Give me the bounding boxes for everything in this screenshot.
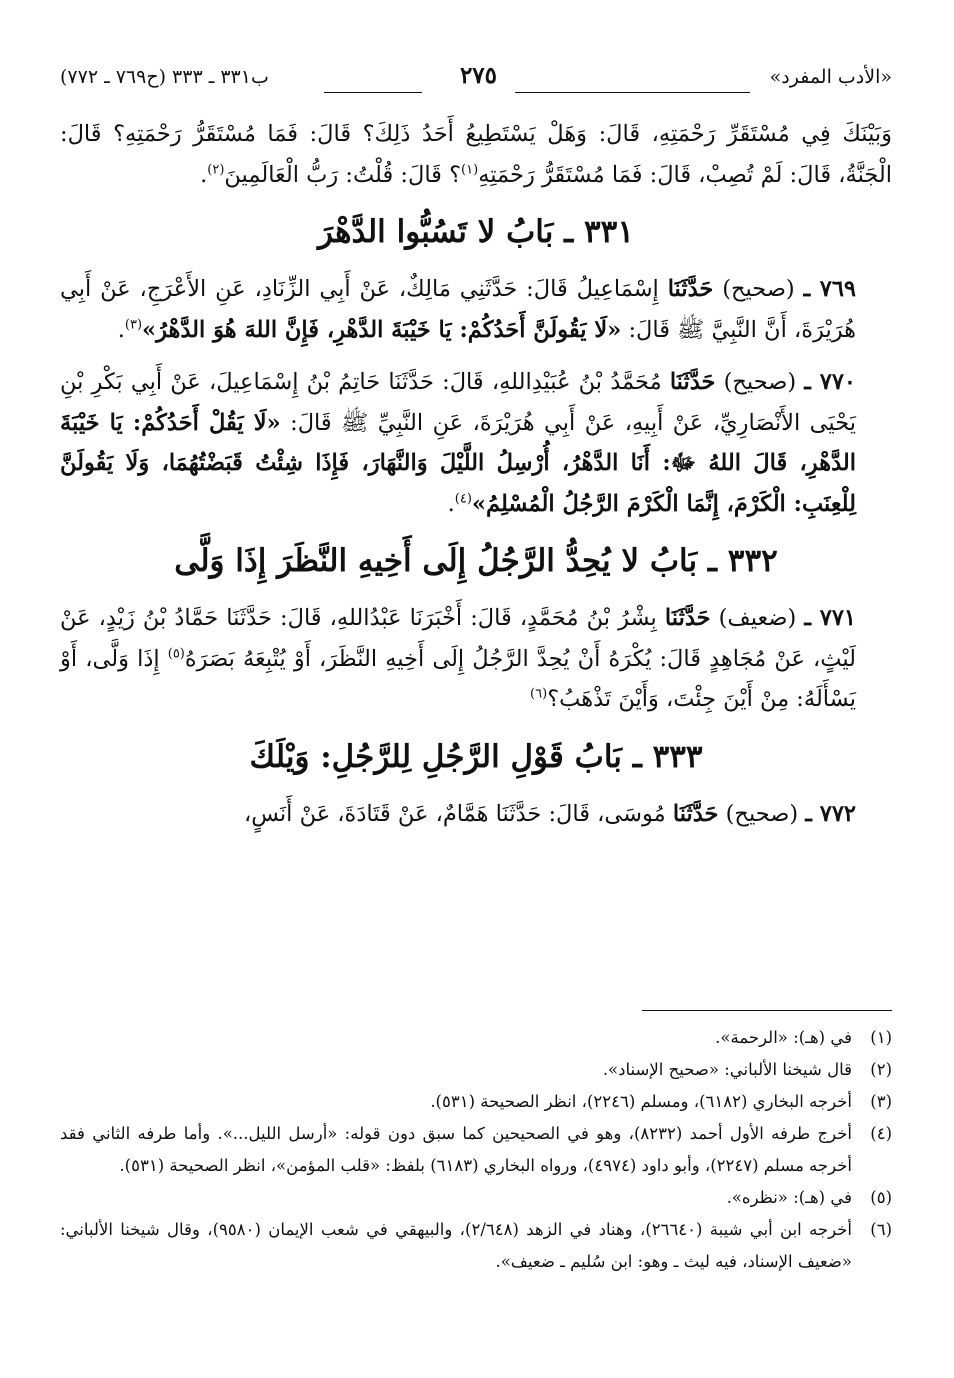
spacer xyxy=(60,350,892,362)
footnotes xyxy=(60,1022,892,1278)
footnote-ref-2[interactable]: (٢) xyxy=(207,162,225,177)
footnote-2 xyxy=(60,1054,892,1086)
intro-text-mid: ؟ قَالَ: قُلْتُ: رَبُّ الْعَالَمِينَ xyxy=(224,161,462,188)
matn-text: «لَا يَقُلْ أَحَدُكُمْ: يَا خَيْبَةَ الدَّهْرِ، قَالَ اللهُ ﷻ: أَنَا الدَّهْرُ، أُرْسِلُ اللَّيْلَ وَالنَّهَارَ، فَإِذَا شِئْتُ قَبَضْتُهُمَا، وَلَا يَقُولَنَّ لِلْعِنَبِ: الْكَرْمَ، إِنَّمَا الْكَرْمَ الرَّجُلُ الْمُسْلِمُ» xyxy=(60,409,856,517)
page-number: ٢٧٥ xyxy=(459,62,497,89)
footnote-number: (٣) xyxy=(870,1092,892,1111)
header-rule-right xyxy=(515,92,750,93)
intro-text-end: . xyxy=(200,161,208,188)
isnad-text: بِشْرُ بْنُ مُحَمَّدٍ، قَالَ: أَخْبَرَنَا عَبْدُاللهِ، قَالَ: حَدَّثَنَا حَمَّادُ بْنُ زَيْدٍ، عَنْ لَيْثٍ، عَنْ مُجَاهِدٍ قَالَ: يُكْرَهُ أَنْ يُحِدَّ الرَّجُلُ إِلَى أَخِيهِ النَّظَرَ، أَوْ يُتْبِعَهُ بَصَرَهُ xyxy=(60,605,857,672)
hadith-grade: (ضعيف) xyxy=(718,605,797,631)
header-rule-left xyxy=(324,92,422,93)
footnote-text: في (هـ): «نظره». xyxy=(726,1188,852,1207)
matn-text: «لَا يَقُولَنَّ أَحَدُكُمْ: يَا خَيْبَةَ الدَّهْرِ، فَإِنَّ اللهَ هُوَ الدَّهْرُ» xyxy=(142,316,622,343)
footnote-ref-3[interactable]: (٣) xyxy=(124,317,143,332)
hadith-772 xyxy=(60,794,892,835)
main-text xyxy=(60,114,892,834)
intro-paragraph xyxy=(60,114,892,195)
footnote-text: أخرج طرفه الأول أحمد (٨٢٣٢)، وهو في الصحيحين كما سبق دون قوله: «أرسل الليل...». وأما طرفه الثاني فقد أخرجه مسلم (٢٢٤٧)، وأبو داود (٤٩٧٤)، ورواه البخاري (٦١٨٣) بلفظ: «قلب المؤمن»، انظر الصحيحة (٥٣١). xyxy=(60,1124,852,1175)
footnote-number: (١) xyxy=(870,1028,892,1047)
footnote-ref-5[interactable]: (٥) xyxy=(167,646,185,661)
hadith-number: ٧٧١ ـ xyxy=(804,605,856,631)
footnote-5 xyxy=(60,1182,892,1214)
footnote-3 xyxy=(60,1086,892,1118)
footnote-number: (٥) xyxy=(870,1188,892,1207)
hadith-number: ٧٧٠ ـ xyxy=(804,369,856,395)
footnote-ref-4[interactable]: (٤) xyxy=(454,491,472,506)
footnote-1 xyxy=(60,1022,892,1054)
chapter-hadith-range: ب٣٣١ ـ ٣٣٣ (ح٧٦٩ ـ ٧٧٢) xyxy=(60,66,269,88)
footnote-4 xyxy=(60,1118,892,1182)
footnote-number: (٤) xyxy=(870,1124,892,1143)
footnote-separator xyxy=(642,1010,892,1011)
footnote-text: أخرجه ابن أبي شيبة (٢٦٦٤٠)، وهناد في الزهد (٢/٦٤٨)، والبيهقي في شعب الإيمان (٩٥٨٠)، وقال شيخنا الألباني: «ضعيف الإسناد، فيه ليث ـ وهو: ابن سُليم ـ ضعيف». xyxy=(60,1220,853,1271)
footnote-number: (٢) xyxy=(870,1060,892,1079)
hadith-769 xyxy=(60,269,892,350)
footnote-ref-1[interactable]: (١) xyxy=(461,162,479,177)
footnote-text: أخرجه البخاري (٦١٨٢)، ومسلم (٢٢٤٦)، انظر الصحيحة (٥٣١). xyxy=(430,1092,852,1111)
haddathana: حَدَّثَنَا xyxy=(672,800,719,827)
haddathana: حَدَّثَنَا xyxy=(669,369,716,395)
hadith-grade: (صحيح) xyxy=(725,800,799,827)
hadith-771 xyxy=(60,598,892,720)
footnote-text: قال شيخنا الألباني: «صحيح الإسناد». xyxy=(602,1060,852,1079)
footnote-text: في (هـ): «الرحمة». xyxy=(715,1028,852,1047)
hadith-end: . xyxy=(117,316,125,343)
haddathana: حَدَّثَنَا xyxy=(664,605,711,631)
isnad-text: مُوسَى، قَالَ: حَدَّثَنَا هَمَّامٌ، عَنْ قَتَادَةَ، عَنْ أَنَسٍ، xyxy=(243,800,666,827)
hadith-grade: (صحيح) xyxy=(723,369,797,395)
footnote-ref-6[interactable]: (٦) xyxy=(530,686,548,702)
hadith-number: ٧٧٢ ـ xyxy=(805,800,856,827)
chapter-heading-333: ٣٣٣ ـ بَابُ قَوْلِ الرَّجُلِ لِلرَّجُلِ: وَيْلَكَ xyxy=(249,738,703,775)
book-title: «الأدب المفرد» xyxy=(769,66,892,88)
hadith-end: . xyxy=(447,490,455,517)
hadith-number: ٧٦٩ ـ xyxy=(803,276,856,302)
hadith-770 xyxy=(60,362,892,524)
chapter-heading-332: ٣٣٢ ـ بَابُ لا يُحِدُّ الرَّجُلُ إِلَى أَخِيهِ النَّظَرَ إِذَا وَلَّى xyxy=(174,543,778,579)
isnad-text-2: إِذَا وَلَّى، أَوْ يَسْأَلَهُ: مِنْ أَيْنَ جِئْتَ، وَأَيْنَ تَذْهَبُ؟ xyxy=(60,645,856,712)
page-header xyxy=(60,62,892,106)
footnote-6 xyxy=(60,1214,892,1278)
chapter-heading-331: ٣٣١ ـ بَابُ لا تَسُبُّوا الدَّهْرَ xyxy=(318,214,634,250)
isnad-text: إِسْمَاعِيلُ قَالَ: حَدَّثَنِي مَالِكٌ، عَنْ أَبِي الزِّنَادِ، عَنِ الأَعْرَجِ، عَنْ أَبِي هُرَيْرَةَ، أَنَّ النَّبِيَّ ﷺ قَالَ: xyxy=(60,276,856,343)
haddathana: حَدَّثَنَا xyxy=(667,276,714,302)
intro-text: وَبَيْنَكَ فِي مُسْتَقَرِّ رَحْمَتِهِ، قَالَ: وَهَلْ يَسْتَطِيعُ أَحَدُ ذَلِكَ؟ قَالَ: فَمَا مُسْتَقَرُّ رَحْمَتِهِ؟ قَالَ: الْجَنَّةُ، قَالَ: لَمْ تُصِبْ، قَالَ: فَمَا مُسْتَقَرُّ رَحْمَتِهِ xyxy=(60,121,892,188)
isnad-text: مُحَمَّدُ بْنُ عُبَيْدِاللهِ، قَالَ: حَدَّثَنَا حَاتِمُ بْنُ إِسْمَاعِيلَ، عَنْ أَبِي بَكْرِ بْنِ يَحْيَى الأَنْصَارِيِّ، عَنْ أَبِيهِ، عَنْ أَبِي هُرَيْرَةَ، عَنِ النَّبِيِّ ﷺ قَالَ: xyxy=(60,369,856,436)
footnote-number: (٦) xyxy=(870,1220,892,1239)
hadith-grade: (صحيح) xyxy=(722,276,795,302)
